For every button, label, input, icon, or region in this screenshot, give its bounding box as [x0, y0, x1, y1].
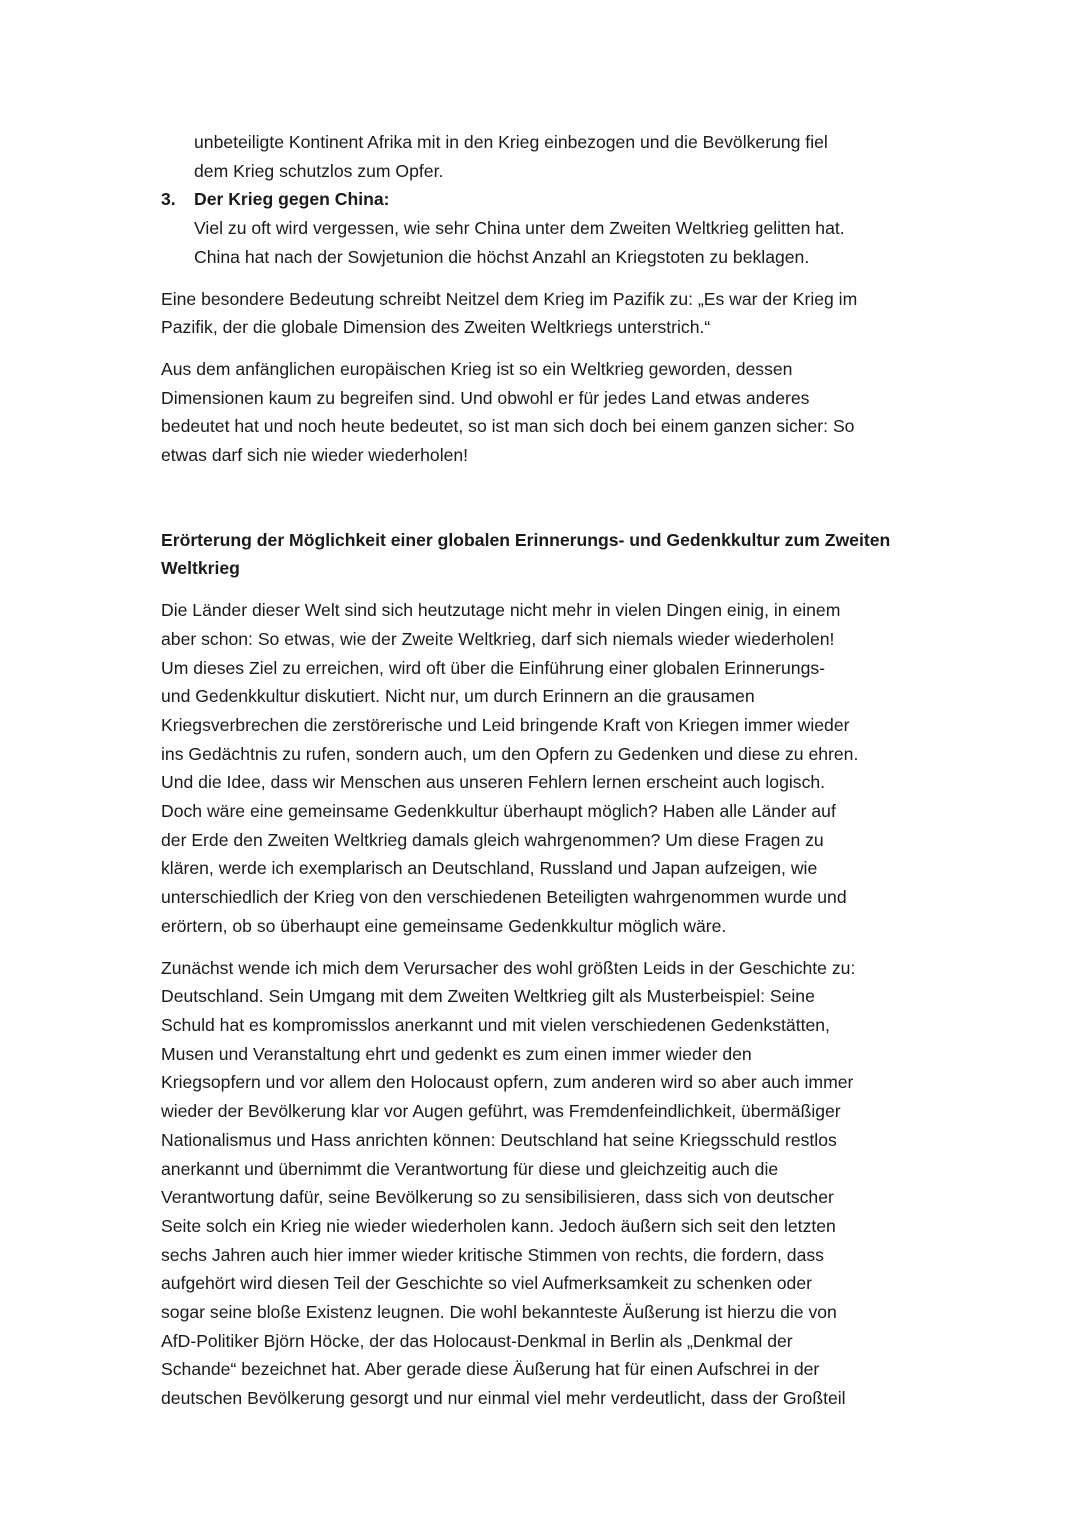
text-line: Um dieses Ziel zu erreichen, wird oft über die Einführung einer globalen Erinnerungs-	[161, 657, 826, 678]
text-line: Dimensionen kaum zu begreifen sind. Und obwohl er für jedes Land etwas anderes	[161, 387, 810, 408]
text-line: Zunächst wende ich mich dem Verursacher des wohl größten Leids in der Geschichte zu:	[161, 957, 856, 978]
text-line: AfD-Politiker Björn Höcke, der das Holocaust-Denkmal in Berlin als „Denkmal der	[161, 1330, 793, 1351]
text-line: dem Krieg schutzlos zum Opfer.	[194, 160, 444, 181]
text-line: aufgehört wird diesen Teil der Geschichte so viel Aufmerksamkeit zu schenken oder	[161, 1273, 812, 1294]
text-line: Schuld hat es kompromisslos anerkannt und mit vielen verschiedenen Gedenkstätten,	[161, 1014, 830, 1035]
text-line: und Gedenkkultur diskutiert. Nicht nur, um durch Erinnern an die grausamen	[161, 686, 755, 707]
text-line: sogar seine bloße Existenz leugnen. Die wohl bekannteste Äußerung ist hierzu die von	[161, 1302, 837, 1323]
text-line: Verantwortung dafür, seine Bevölkerung so zu sensibilisieren, dass sich von deutscher	[161, 1187, 834, 1208]
text-line: Schande“ bezeichnet hat. Aber gerade diese Äußerung hat für einen Aufschrei in der	[161, 1359, 820, 1380]
text-line: unterschiedlich der Krieg von den verschiedenen Beteiligten wahrgenommen wurde und	[161, 887, 847, 908]
text-line: Deutschland. Sein Umgang mit dem Zweiten Weltkrieg gilt als Musterbeispiel: Seine	[161, 986, 815, 1007]
text-line: ins Gedächtnis zu rufen, sondern auch, um den Opfern zu Gedenken und diese zu ehren.	[161, 743, 859, 764]
text-line: klären, werde ich exemplarisch an Deutschland, Russland und Japan aufzeigen, wie	[161, 858, 818, 879]
text-line: Aus dem anfänglichen europäischen Krieg ist so ein Weltkrieg geworden, dessen	[161, 358, 793, 379]
list-number: 3.	[161, 189, 176, 210]
section-heading	[161, 526, 961, 583]
text-line: Kriegsverbrechen die zerstörerische und Leid bringende Kraft von Kriegen immer wieder	[161, 714, 850, 735]
text-line: wieder der Bevölkerung klar vor Augen geführt, was Fremdenfeindlichkeit, übermäßiger	[161, 1101, 841, 1122]
text-line: Viel zu oft wird vergessen, wie sehr China unter dem Zweiten Weltkrieg gelitten hat.	[194, 218, 845, 239]
text-line: Seite solch ein Krieg nie wieder wiederholen kann. Jedoch äußern sich seit den letzten	[161, 1215, 836, 1236]
text-line: bedeutet hat und noch heute bedeutet, so ist man sich doch bei einem ganzen sicher: So	[161, 416, 855, 437]
text-line: aber schon: So etwas, wie der Zweite Weltkrieg, darf sich niemals wieder wiederholen!	[161, 628, 835, 649]
text-line: China hat nach der Sowjetunion die höchst Anzahl an Kriegstoten zu beklagen.	[194, 246, 810, 267]
text-line: etwas darf sich nie wieder wiederholen!	[161, 445, 469, 466]
list-item-continuation	[161, 128, 961, 185]
text-line: Die Länder dieser Welt sind sich heutzutage nicht mehr in vielen Dingen einig, in einem	[161, 600, 841, 621]
text-line: Nationalismus und Hass anrichten können: Deutschland hat seine Kriegsschuld restlos	[161, 1129, 837, 1150]
heading-line: Weltkrieg	[161, 558, 240, 579]
text-line: erörtern, ob so überhaupt eine gemeinsame Gedenkkultur möglich wäre.	[161, 915, 727, 936]
text-line: deutschen Bevölkerung gesorgt und nur einmal viel mehr verdeutlicht, dass der Großteil	[161, 1388, 846, 1409]
text-line: Doch wäre eine gemeinsame Gedenkkultur überhaupt möglich? Haben alle Länder auf	[161, 801, 836, 822]
list-item-title: Der Krieg gegen China:	[194, 189, 390, 210]
text-line: der Erde den Zweiten Weltkrieg damals gleich wahrgenommen? Um diese Fragen zu	[161, 829, 824, 850]
text-line: Und die Idee, dass wir Menschen aus unseren Fehlern lernen erscheint auch logisch.	[161, 772, 826, 793]
text-line: Pazifik, der die globale Dimension des Zweiten Weltkriegs unterstrich.“	[161, 317, 711, 338]
text-line: sechs Jahren auch hier immer wieder kritische Stimmen von rechts, die fordern, dass	[161, 1244, 824, 1265]
text-line: anerkannt und übernimmt die Verantwortung für diese und gleichzeitig auch die	[161, 1158, 779, 1179]
document-page	[161, 128, 961, 1413]
paragraph-germany	[161, 954, 961, 1413]
paragraph-intro	[161, 596, 961, 940]
text-line: unbeteiligte Kontinent Afrika mit in den Krieg einbezogen und die Bevölkerung fiel	[194, 132, 828, 152]
list-item-3	[161, 185, 961, 271]
paragraph-pacific	[161, 285, 961, 342]
heading-line: Erörterung der Möglichkeit einer globalen Erinnerungs- und Gedenkkultur zum Zweiten	[161, 529, 891, 550]
text-line: Musen und Veranstaltung ehrt und gedenkt es zum einen immer wieder den	[161, 1043, 752, 1064]
text-line: Eine besondere Bedeutung schreibt Neitzel dem Krieg im Pazifik zu: „Es war der Krieg im	[161, 288, 858, 309]
paragraph-worldwar	[161, 355, 961, 470]
text-line: Kriegsopfern und vor allem den Holocaust opfern, zum anderen wird so aber auch immer	[161, 1072, 854, 1093]
